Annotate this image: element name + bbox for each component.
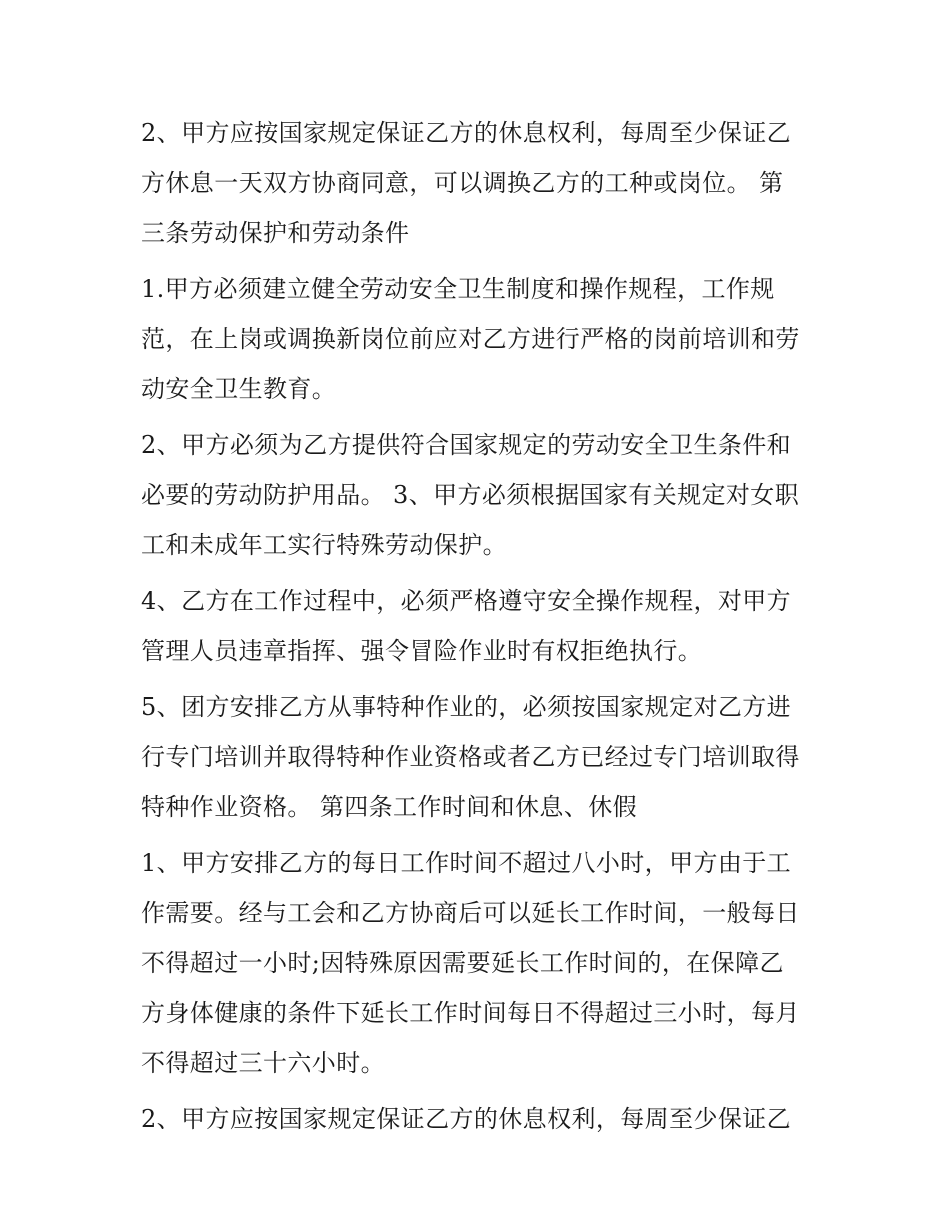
- text-line: 2、甲方应按国家规定保证乙方的休息权利，每周至少保证乙: [141, 1105, 792, 1133]
- text-line: 1.甲方必须建立健全劳动安全卫生制度和操作规程，工作规: [141, 275, 775, 303]
- text-line: 方休息一天双方协商同意，可以调换乙方的工种或岗位。 第: [141, 169, 784, 197]
- text-line: 三条劳动保护和劳动条件: [141, 219, 410, 247]
- text-line: 1、甲方安排乙方的每日工作时间不超过八小时，甲方由于工: [141, 849, 792, 877]
- text-line: 动安全卫生教育。: [141, 375, 337, 403]
- text-line: 4、乙方在工作过程中，必须严格遵守安全操作规程，对甲方: [141, 587, 792, 615]
- text-line: 作需要。经与工会和乙方协商后可以延长工作时间，一般每日: [141, 899, 800, 927]
- text-line: 行专门培训并取得特种作业资格或者乙方已经过专门培训取得: [141, 743, 800, 771]
- text-line: 2、甲方应按国家规定保证乙方的休息权利，每周至少保证乙: [141, 119, 792, 147]
- text-line: 范，在上岗或调换新岗位前应对乙方进行严格的岗前培训和劳: [141, 325, 800, 353]
- text-line: 2、甲方必须为乙方提供符合国家规定的劳动安全卫生条件和: [141, 431, 792, 459]
- text-line: 工和未成年工实行特殊劳动保护。: [141, 531, 507, 559]
- text-line: 特种作业资格。 第四条工作时间和休息、休假: [141, 793, 638, 821]
- text-line: 不得超过三十六小时。: [141, 1049, 385, 1077]
- text-line: 必要的劳动防护用品。 3、甲方必须根据国家有关规定对女职: [141, 481, 800, 509]
- document-body: [141, 108, 821, 1144]
- text-line: 5、团方安排乙方从事特种作业的，必须按国家规定对乙方进: [141, 693, 792, 721]
- text-line: 管理人员违章指挥、强令冒险作业时有权拒绝执行。: [141, 637, 703, 665]
- text-line: 方身体健康的条件下延长工作时间每日不得超过三小时，每月: [141, 999, 800, 1027]
- text-line: 不得超过一小时;因特殊原因需要延长工作时间的，在保障乙: [141, 949, 784, 977]
